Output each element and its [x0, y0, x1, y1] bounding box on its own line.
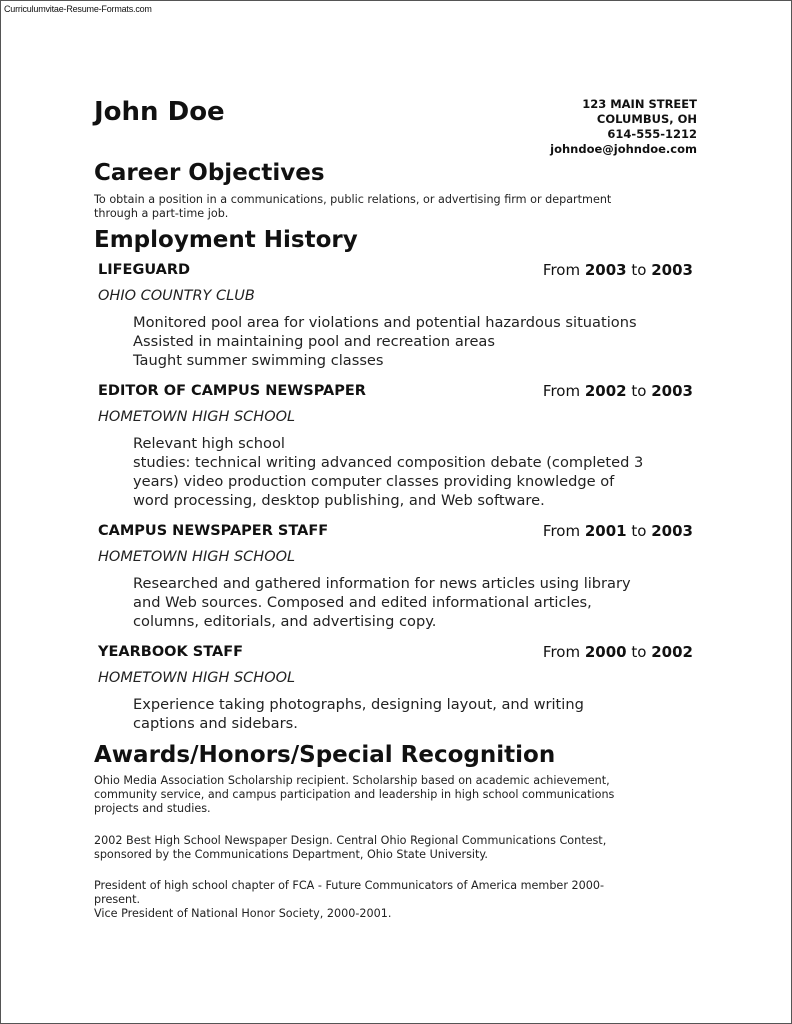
job-dates [543, 643, 693, 661]
from-label: From [542, 522, 581, 540]
from-year: 2002 [584, 382, 627, 400]
to-year: 2003 [651, 522, 693, 540]
job-description-line: years) video production computer classes providing knowledge of [133, 473, 615, 490]
to-year: 2003 [651, 261, 693, 279]
to-label: to [631, 643, 647, 661]
applicant-name: John Doe [94, 97, 225, 127]
job-description-line: and Web sources. Composed and edited informational articles, [133, 594, 592, 611]
job-description-line: Relevant high school [133, 435, 285, 452]
job-description-line: word processing, desktop publishing, and Web software. [133, 492, 545, 509]
job-title: LIFEGUARD [98, 262, 191, 278]
job-title: YEARBOOK STAFF [98, 644, 244, 660]
awards-line: community service, and campus participation and leadership in high school communications [94, 788, 615, 801]
job-title: CAMPUS NEWSPAPER STAFF [98, 523, 329, 539]
job-description-line: Researched and gathered information for news articles using library [133, 575, 631, 592]
from-year: 2001 [584, 522, 627, 540]
awards-line: projects and studies. [94, 802, 211, 815]
contact-city: COLUMBUS, OH [596, 112, 697, 126]
to-label: to [631, 261, 647, 279]
job-description-line: Monitored pool area for violations and potential hazardous situations [133, 314, 637, 331]
to-label: to [631, 522, 647, 540]
awards-line: President of high school chapter of FCA - Future Communicators of America member 2000- [94, 879, 604, 892]
job-title: EDITOR OF CAMPUS NEWSPAPER [98, 383, 366, 399]
to-label: to [631, 382, 647, 400]
awards-line: present. [94, 893, 141, 906]
job-company: HOMETOWN HIGH SCHOOL [98, 670, 296, 686]
job-dates [543, 261, 693, 279]
job-description-line: Assisted in maintaining pool and recreation areas [133, 333, 495, 350]
job-description-line: columns, editorials, and advertising copy. [133, 613, 437, 630]
job-description-line: captions and sidebars. [133, 715, 298, 732]
awards-heading: Awards/Honors/Special Recognition [94, 742, 556, 768]
job-description-line: Experience taking photographs, designing layout, and writing [133, 696, 584, 713]
contact-street: 123 MAIN STREET [582, 97, 697, 111]
job-description-line: Taught summer swimming classes [133, 352, 384, 369]
career-heading: Career Objectives [94, 160, 325, 186]
from-year: 2000 [584, 643, 627, 661]
to-year: 2002 [651, 643, 693, 661]
awards-line: Ohio Media Association Scholarship recipient. Scholarship based on academic achievement, [94, 774, 610, 787]
watermark: Curriculumvitae-Resume-Formats.com [4, 4, 152, 14]
awards-line: sponsored by the Communications Department, Ohio State University. [94, 848, 488, 861]
from-label: From [542, 261, 581, 279]
contact-phone: 614-555-1212 [607, 127, 697, 141]
awards-line: Vice President of National Honor Society, 2000-2001. [94, 907, 392, 920]
employment-heading: Employment History [94, 227, 358, 253]
from-label: From [542, 382, 581, 400]
job-company: HOMETOWN HIGH SCHOOL [98, 549, 296, 565]
job-dates [543, 522, 693, 540]
job-dates [543, 382, 693, 400]
contact-email: johndoe@johndoe.com [550, 142, 697, 156]
career-line: through a part-time job. [94, 207, 229, 220]
awards-line: 2002 Best High School Newspaper Design. Central Ohio Regional Communications Contest, [94, 834, 607, 847]
job-company: OHIO COUNTRY CLUB [98, 288, 255, 304]
job-description-line: studies: technical writing advanced composition debate (completed 3 [133, 454, 644, 471]
to-year: 2003 [651, 382, 693, 400]
job-company: HOMETOWN HIGH SCHOOL [98, 409, 296, 425]
career-line: To obtain a position in a communications, public relations, or advertising firm or department [94, 193, 612, 206]
from-label: From [542, 643, 581, 661]
from-year: 2003 [584, 261, 627, 279]
